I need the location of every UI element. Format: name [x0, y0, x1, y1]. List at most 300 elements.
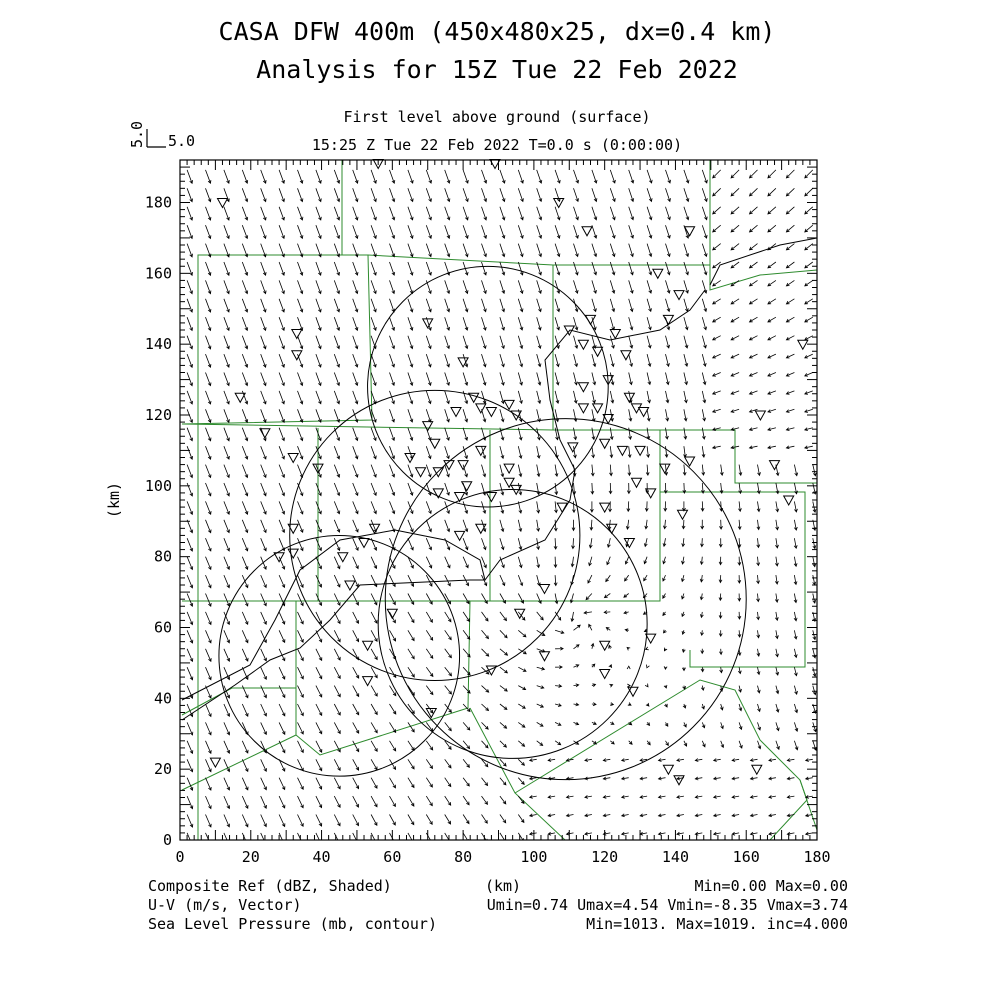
- wind-vector: [684, 207, 689, 220]
- wind-vector: [713, 336, 721, 340]
- wind-vector: [224, 409, 230, 422]
- wind-vector: [261, 354, 266, 367]
- wind-vector: [187, 354, 193, 367]
- station-marker: [486, 493, 496, 502]
- wind-vector: [537, 244, 542, 257]
- wind-vector: [518, 815, 524, 823]
- wind-vector: [445, 188, 450, 201]
- wind-vector: [750, 188, 758, 196]
- county-line: [368, 255, 710, 265]
- wind-vector: [316, 722, 322, 733]
- wind-vector: [684, 409, 687, 421]
- wind-vector: [298, 373, 303, 386]
- wind-vector: [731, 244, 739, 250]
- wind-vector: [574, 317, 578, 330]
- wind-vector: [588, 575, 592, 583]
- wind-vector: [261, 575, 267, 587]
- wind-vector: [206, 483, 212, 496]
- wind-vector: [261, 649, 267, 661]
- wind-vector: [187, 170, 193, 183]
- wind-vector: [316, 225, 321, 238]
- wind-vector: [334, 649, 340, 660]
- wind-vector: [664, 704, 667, 707]
- wind-vector: [463, 170, 468, 183]
- wind-vector: [353, 538, 359, 550]
- wind-vector: [298, 686, 304, 698]
- wind-vector: [574, 684, 579, 687]
- wind-vector: [463, 391, 468, 404]
- wind-vector: [408, 446, 413, 459]
- station-marker: [476, 446, 486, 455]
- wind-vector: [591, 465, 594, 476]
- wind-vector: [242, 373, 247, 386]
- wind-vector: [500, 317, 505, 330]
- wind-vector: [334, 520, 340, 532]
- wind-vector: [390, 225, 395, 238]
- wind-vector: [768, 336, 776, 340]
- station-marker: [646, 634, 656, 643]
- wind-vector: [408, 280, 413, 293]
- wind-vector: [604, 611, 610, 614]
- wind-vector: [574, 262, 579, 275]
- wind-vector: [518, 575, 523, 585]
- wind-vector: [463, 778, 469, 786]
- wind-vector: [353, 520, 359, 532]
- wind-vector: [500, 373, 504, 386]
- wind-vector: [610, 207, 615, 220]
- y-tick-label: 160: [144, 264, 172, 283]
- wind-vector: [682, 594, 685, 599]
- footer-right-line3: Min=1013. Max=1019. inc=4.000: [586, 915, 848, 933]
- wind-vector: [731, 354, 739, 358]
- wind-vector: [518, 354, 522, 367]
- wind-vector: [463, 815, 469, 824]
- wind-vector: [813, 667, 816, 676]
- wind-vector: [518, 778, 524, 785]
- wind-vector: [371, 796, 377, 807]
- wind-vector: [187, 538, 193, 551]
- wind-vector: [482, 722, 489, 729]
- wind-vector: [787, 832, 794, 835]
- wind-vector: [720, 465, 723, 476]
- wind-vector: [390, 796, 396, 806]
- wind-vector: [390, 575, 396, 586]
- station-marker: [663, 765, 673, 774]
- wind-vector: [242, 594, 248, 607]
- wind-vector: [371, 225, 376, 238]
- wind-vector: [739, 741, 742, 748]
- wind-vector: [592, 373, 596, 385]
- wind-vector: [572, 538, 575, 548]
- wind-vector: [316, 170, 321, 183]
- wind-vector: [390, 244, 395, 257]
- wind-vector: [739, 686, 742, 693]
- wind-vector: [713, 188, 721, 196]
- x-tick-label: 120: [591, 848, 619, 866]
- wind-vector: [279, 483, 285, 496]
- wind-vector: [518, 336, 523, 349]
- wind-vector: [592, 170, 597, 183]
- wind-vector: [206, 446, 212, 459]
- x-tick-label: 100: [520, 848, 548, 866]
- wind-vector: [713, 244, 721, 250]
- wind-vector: [731, 373, 739, 377]
- station-marker: [423, 422, 433, 431]
- x-tick-label: 60: [383, 848, 402, 866]
- wind-vector: [518, 667, 526, 671]
- wind-vector: [794, 686, 797, 695]
- wind-vector: [645, 520, 648, 529]
- wind-vector: [298, 501, 304, 514]
- wind-vector: [500, 299, 505, 312]
- wind-vector: [353, 299, 358, 312]
- wind-vector: [298, 225, 303, 238]
- wind-vector: [732, 759, 739, 762]
- wind-vector: [482, 317, 487, 330]
- x-tick-label: 160: [732, 848, 760, 866]
- wind-vector: [463, 704, 470, 712]
- wind-vector: [408, 520, 413, 532]
- wind-vector: [537, 391, 541, 403]
- wind-vector: [224, 225, 229, 238]
- wind-vector: [530, 832, 537, 835]
- wind-vector: [261, 557, 267, 570]
- wind-vector: [426, 649, 433, 659]
- wind-vector: [224, 796, 230, 808]
- x-tick-label: 40: [312, 848, 331, 866]
- wind-vector: [224, 483, 230, 496]
- wind-vector: [334, 557, 340, 569]
- wind-vector: [408, 796, 414, 806]
- wind-vector: [408, 612, 414, 623]
- wind-vector: [607, 538, 610, 547]
- wind-vector: [187, 207, 193, 220]
- wind-vector: [518, 299, 523, 312]
- wind-vector: [663, 557, 666, 564]
- wind-vector: [574, 428, 577, 440]
- wind-vector: [518, 722, 525, 727]
- wind-vector: [334, 612, 340, 624]
- wind-vector: [610, 428, 613, 440]
- wind-vector: [500, 501, 504, 513]
- wind-vector: [537, 280, 542, 293]
- wind-vector: [702, 188, 707, 201]
- wind-vector: [629, 280, 634, 293]
- wind-vector: [371, 594, 377, 605]
- wind-vector: [750, 336, 758, 340]
- wind-vector: [242, 649, 248, 661]
- wind-vector: [702, 446, 705, 457]
- wind-vector: [242, 520, 248, 533]
- wind-vector: [500, 520, 504, 532]
- wind-vector: [719, 612, 722, 618]
- wind-vector: [426, 299, 431, 312]
- wind-vector: [768, 354, 776, 358]
- wind-vector: [695, 795, 702, 798]
- station-marker: [632, 478, 642, 487]
- wind-vector: [750, 299, 758, 304]
- wind-vector: [206, 409, 212, 422]
- wind-vector: [682, 520, 685, 529]
- wind-vector: [463, 538, 468, 550]
- wind-vector: [298, 612, 304, 624]
- wind-vector: [408, 465, 413, 477]
- wind-vector: [224, 630, 230, 643]
- wind-vector: [684, 299, 688, 312]
- wind-vector: [206, 778, 212, 790]
- wind-vector: [500, 815, 506, 823]
- wind-vector: [316, 796, 322, 808]
- wind-vector: [298, 741, 304, 753]
- wind-vector: [768, 446, 776, 449]
- wind-vector: [702, 336, 706, 348]
- station-marker: [660, 464, 670, 473]
- wind-vector: [731, 188, 739, 196]
- wind-vector: [279, 557, 285, 569]
- wind-vector: [187, 299, 192, 312]
- wind-vector: [775, 538, 778, 548]
- wind-vector: [390, 317, 395, 330]
- wind-vector: [390, 483, 395, 495]
- wind-vector: [463, 188, 468, 201]
- wind-vector: [298, 354, 303, 367]
- wind-vector: [261, 520, 267, 533]
- station-marker: [359, 539, 369, 548]
- wind-vector: [806, 832, 813, 835]
- wind-vector: [371, 317, 376, 330]
- wind-vector: [353, 354, 358, 367]
- wind-vector: [738, 612, 741, 619]
- wind-vector: [592, 225, 597, 238]
- wind-vector: [702, 225, 707, 238]
- wind-vector: [776, 686, 779, 694]
- wind-vector: [298, 778, 304, 790]
- wind-vector: [242, 336, 247, 349]
- x-tick-label: 0: [175, 848, 185, 866]
- wind-vector: [701, 538, 704, 546]
- wind-vector: [334, 465, 339, 478]
- wind-vector: [187, 465, 193, 478]
- wind-vector: [298, 317, 303, 330]
- wind-vector: [242, 317, 247, 330]
- wind-vector: [702, 465, 705, 476]
- wind-vector: [316, 428, 321, 441]
- wind-vector: [751, 814, 758, 817]
- wind-vector: [555, 391, 559, 403]
- wind-vector: [813, 465, 817, 476]
- wind-vector: [261, 465, 267, 478]
- wind-vector: [518, 446, 522, 458]
- wind-vector: [463, 520, 468, 532]
- wind-vector: [592, 188, 597, 201]
- wind-vector: [261, 170, 266, 183]
- station-marker: [752, 765, 762, 774]
- wind-vector: [666, 391, 669, 403]
- wind-vector: [794, 722, 797, 731]
- wind-vector: [206, 741, 212, 754]
- wind-vector: [206, 336, 211, 349]
- wind-vector: [187, 778, 193, 791]
- wind-vector: [187, 759, 193, 772]
- wind-vector: [334, 225, 339, 238]
- wind-vector: [445, 778, 451, 787]
- wind-vector: [750, 317, 758, 322]
- wind-vector: [390, 594, 396, 605]
- wind-vector: [334, 704, 340, 715]
- wind-vector: [574, 625, 581, 630]
- wind-vector: [279, 373, 284, 386]
- wind-vector: [445, 409, 450, 422]
- wind-vector: [663, 520, 666, 529]
- wind-vector: [574, 373, 578, 385]
- wind-vector: [572, 520, 575, 531]
- wind-vector: [719, 630, 722, 636]
- wind-vector: [663, 538, 666, 546]
- wind-vector: [663, 594, 666, 599]
- wind-vector: [625, 575, 629, 581]
- county-line: [182, 601, 296, 790]
- wind-vector: [426, 686, 433, 695]
- wind-vector: [610, 465, 613, 476]
- wind-vector: [390, 373, 395, 386]
- wind-vector: [261, 262, 266, 275]
- wind-vector: [768, 225, 776, 232]
- wind-vector: [682, 649, 685, 652]
- wind-vector: [298, 428, 303, 441]
- wind-vector: [408, 207, 413, 220]
- wind-vector: [805, 373, 813, 377]
- x-tick-label: 80: [454, 848, 473, 866]
- wind-vector: [750, 225, 758, 232]
- wind-vector: [647, 391, 650, 403]
- wind-vector: [334, 373, 339, 386]
- wind-vector: [390, 722, 396, 732]
- station-marker: [288, 549, 298, 558]
- wind-vector: [666, 299, 670, 312]
- wind-vector: [187, 391, 193, 404]
- wind-vector: [298, 465, 303, 478]
- wind-vector: [408, 354, 413, 367]
- wind-vector: [757, 612, 760, 620]
- wind-vector: [334, 686, 340, 697]
- wind-vector: [537, 373, 541, 386]
- wind-vector: [279, 428, 284, 441]
- wind-vector: [482, 815, 488, 824]
- wind-vector: [371, 280, 376, 293]
- wind-vector: [592, 262, 597, 275]
- wind-vector: [813, 686, 816, 695]
- wind-vector: [768, 373, 776, 377]
- wind-vector: [500, 649, 508, 655]
- wind-vector: [629, 317, 633, 330]
- wind-vector: [279, 704, 285, 716]
- wind-vector: [463, 833, 469, 842]
- wind-vector: [242, 815, 248, 827]
- wind-vector: [555, 465, 558, 477]
- wind-vector: [666, 207, 671, 220]
- wind-vector: [610, 244, 615, 257]
- wind-vector: [573, 483, 576, 494]
- wind-vector: [518, 244, 523, 257]
- wind-vector: [482, 170, 487, 183]
- wind-vector: [537, 317, 542, 330]
- wind-vector: [666, 262, 671, 275]
- wind-vector: [518, 501, 522, 513]
- wind-vector: [645, 684, 648, 687]
- wind-vector: [500, 280, 505, 293]
- wind-vector: [353, 280, 358, 293]
- x-tick-label: 180: [803, 848, 831, 866]
- wind-vector: [647, 409, 650, 421]
- wind-vector: [298, 446, 303, 459]
- wind-vector: [279, 299, 284, 312]
- wind-vector: [426, 557, 432, 568]
- wind-vector: [334, 815, 340, 826]
- wind-vector: [279, 336, 284, 349]
- wind-vector: [574, 336, 578, 349]
- wind-vector: [701, 667, 704, 672]
- wind-vector: [482, 391, 486, 404]
- wind-vector: [408, 428, 413, 441]
- wind-vector: [445, 299, 450, 312]
- wind-vector: [567, 832, 574, 835]
- wind-vector: [390, 336, 395, 349]
- wind-vector: [684, 373, 688, 385]
- wind-vector: [606, 575, 611, 582]
- wind-vector: [627, 684, 630, 687]
- wind-vector: [445, 354, 450, 367]
- wind-vector: [482, 612, 489, 621]
- y-tick-label: 60: [153, 618, 172, 637]
- wind-vector: [426, 630, 432, 640]
- wind-vector: [713, 446, 721, 449]
- wind-vector: [353, 446, 358, 459]
- wind-vector: [224, 557, 230, 570]
- wind-vector: [261, 612, 267, 624]
- wind-vector: [334, 833, 340, 845]
- wind-vector: [426, 483, 431, 495]
- wind-vector: [738, 501, 741, 511]
- chart-title-line2: Analysis for 15Z Tue 22 Feb 2022: [256, 55, 738, 84]
- wind-vector: [702, 741, 705, 747]
- wind-vector: [794, 612, 797, 621]
- wind-vector: [334, 188, 339, 201]
- wind-vector: [334, 538, 340, 550]
- wind-vector: [666, 373, 670, 385]
- wind-vector: [408, 778, 414, 788]
- chart-subtitle-time: 15:25 Z Tue 22 Feb 2022 T=0.0 s (0:00:00): [311, 136, 683, 154]
- station-marker: [504, 464, 514, 473]
- wind-vector: [758, 741, 761, 749]
- wind-vector: [518, 317, 523, 330]
- chart-title-line1: CASA DFW 400m (450x480x25, dx=0.4 km): [218, 17, 776, 46]
- wind-vector: [775, 557, 778, 566]
- wind-vector: [518, 465, 522, 477]
- wind-vector: [279, 262, 284, 275]
- wind-vector: [242, 538, 248, 551]
- wind-vector: [500, 704, 507, 710]
- wind-vector: [776, 483, 779, 494]
- wind-vector: [591, 644, 594, 649]
- wind-vector: [371, 446, 376, 459]
- wind-vector: [702, 299, 706, 312]
- wind-vector: [426, 594, 432, 605]
- wind-vector: [353, 483, 358, 495]
- wind-vector: [518, 759, 524, 765]
- station-marker: [540, 585, 550, 594]
- wind-vector: [647, 262, 652, 275]
- wind-vector: [353, 594, 359, 606]
